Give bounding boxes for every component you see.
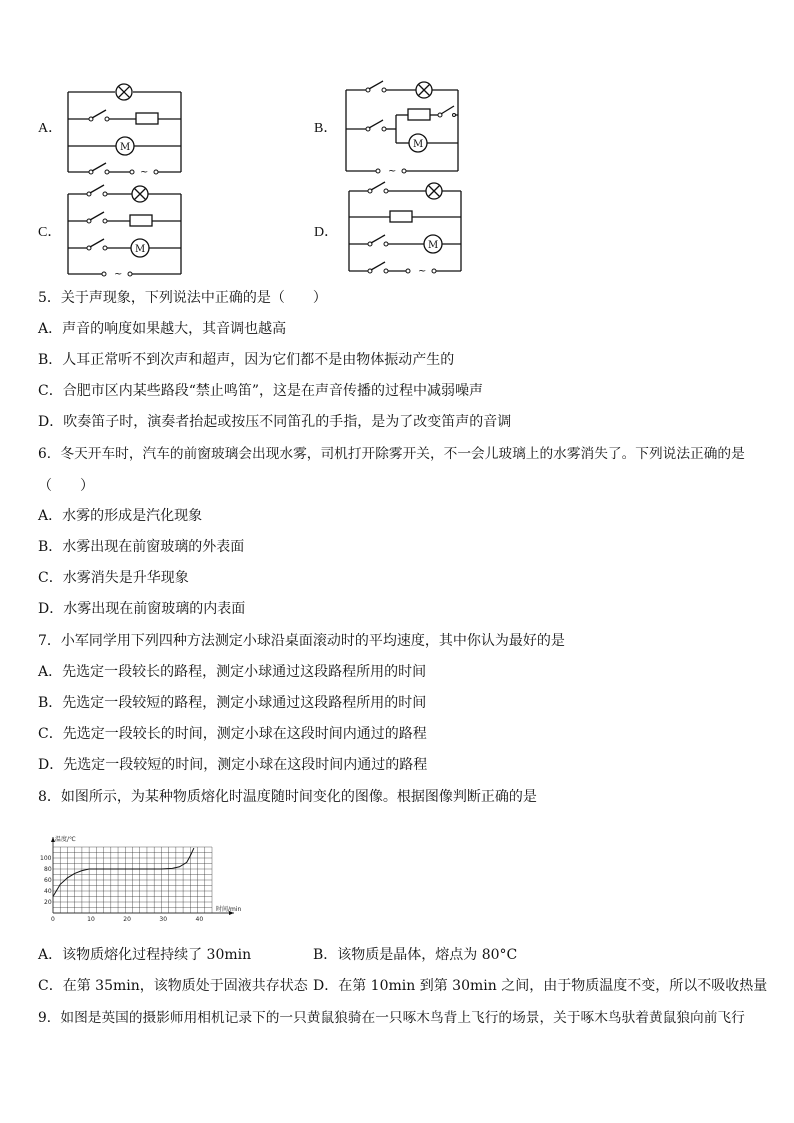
- ac-source-a: ~: [140, 167, 149, 178]
- motor-symbol-a: M: [120, 142, 131, 153]
- circuit-diagram-d: [340, 180, 470, 276]
- y-tick-label: 80: [44, 866, 52, 873]
- question-7-option-c: C．先选定一段较长的时间，测定小球在这段时间内通过的路程: [38, 726, 427, 742]
- question-7-stem: 7．小军同学用下列四种方法测定小球沿桌面滚动时的平均速度，其中你认为最好的是: [38, 633, 565, 649]
- question-7-option-d: D．先选定一段较短的时间，测定小球在这段时间内通过的路程: [38, 757, 428, 773]
- y-tick-label: 60: [44, 877, 52, 884]
- motor-symbol-d: M: [428, 240, 439, 251]
- circuit-option-c-label: C．: [38, 225, 62, 240]
- question-5-option-b: B．人耳正常听不到次声和超声，因为它们都不是由物体振动产生的: [38, 352, 455, 368]
- ac-source-c: ~: [114, 269, 123, 280]
- question-9-stem: 9．如图是英国的摄影师用相机记录下的一只黄鼠狼骑在一只啄木鸟背上飞行的场景，关于啄木鸟驮着黄鼠狼向前飞行: [38, 1010, 745, 1026]
- circuit-option-d-label: D．: [314, 225, 339, 240]
- question-6-stem-cont: （ ）: [38, 478, 94, 494]
- x-tick-label: 40: [195, 916, 204, 923]
- x-tick-label: 0: [51, 916, 55, 923]
- circuit-option-a-label: A．: [38, 121, 63, 136]
- question-5-option-a: A．声音的响度如果越大，其音调也越高: [38, 321, 287, 337]
- ac-source-d: ~: [418, 266, 427, 277]
- ac-source-b: ~: [388, 166, 397, 177]
- circuit-diagram-c: [60, 184, 190, 280]
- y-tick-label: 100: [40, 855, 52, 862]
- question-5-option-d: D．吹奏笛子时，演奏者抬起或按压不同笛孔的手指，是为了改变笛声的音调: [38, 414, 512, 430]
- question-6-option-a: A．水雾的形成是汽化现象: [38, 508, 203, 524]
- melting-temperature-graph: [38, 825, 253, 930]
- question-8-option-d: D．在第 10min 到第 30min 之间，由于物质温度不变，所以不吸收热量: [313, 978, 768, 994]
- x-tick-label: 20: [123, 916, 131, 923]
- graph-y-axis-label: 温度/℃: [55, 836, 76, 843]
- graph-axes: [51, 837, 234, 915]
- x-tick-label: 30: [159, 916, 168, 923]
- question-5-option-c: C．合肥市区内某些路段“禁止鸣笛”，这是在声音传播的过程中减弱噪声: [38, 383, 484, 399]
- question-8-option-a: A．该物质熔化过程持续了 30min: [38, 947, 252, 963]
- question-8-option-c: C．在第 35min，该物质处于固液共存状态: [38, 978, 308, 994]
- question-6-stem: 6．冬天开车时，汽车的前窗玻璃会出现水雾，司机打开除雾开关，不一会儿玻璃上的水雾消失了。下列说法正确的是: [38, 446, 745, 462]
- graph-grid: [53, 847, 212, 913]
- graph-x-axis-label: 时间/min: [216, 906, 242, 913]
- question-6-option-c: C．水雾消失是升华现象: [38, 570, 189, 586]
- motor-symbol-b: M: [413, 139, 424, 150]
- y-tick-label: 20: [44, 899, 52, 906]
- x-tick-label: 10: [87, 916, 95, 923]
- question-5-stem: 5．关于声现象，下列说法中正确的是（ ）: [38, 290, 327, 306]
- circuit-diagram-a: [60, 78, 190, 178]
- question-7-option-b: B．先选定一段较短的路程，测定小球通过这段路程所用的时间: [38, 695, 427, 711]
- question-8-stem: 8．如图所示，为某种物质熔化时温度随时间变化的图像。根据图像判断正确的是: [38, 789, 537, 805]
- y-tick-label: 40: [44, 888, 52, 895]
- question-8-option-b: B．该物质是晶体，熔点为 80°C: [313, 947, 518, 963]
- question-7-option-a: A．先选定一段较长的路程，测定小球通过这段路程所用的时间: [38, 664, 427, 680]
- question-6-option-d: D．水雾出现在前窗玻璃的内表面: [38, 601, 246, 617]
- circuit-option-b-label: B．: [314, 121, 338, 136]
- question-6-option-b: B．水雾出现在前窗玻璃的外表面: [38, 539, 245, 555]
- series-line: [53, 848, 194, 896]
- circuit-diagram-b: [338, 78, 468, 178]
- graph-series: [53, 848, 194, 896]
- motor-symbol-c: M: [135, 244, 146, 255]
